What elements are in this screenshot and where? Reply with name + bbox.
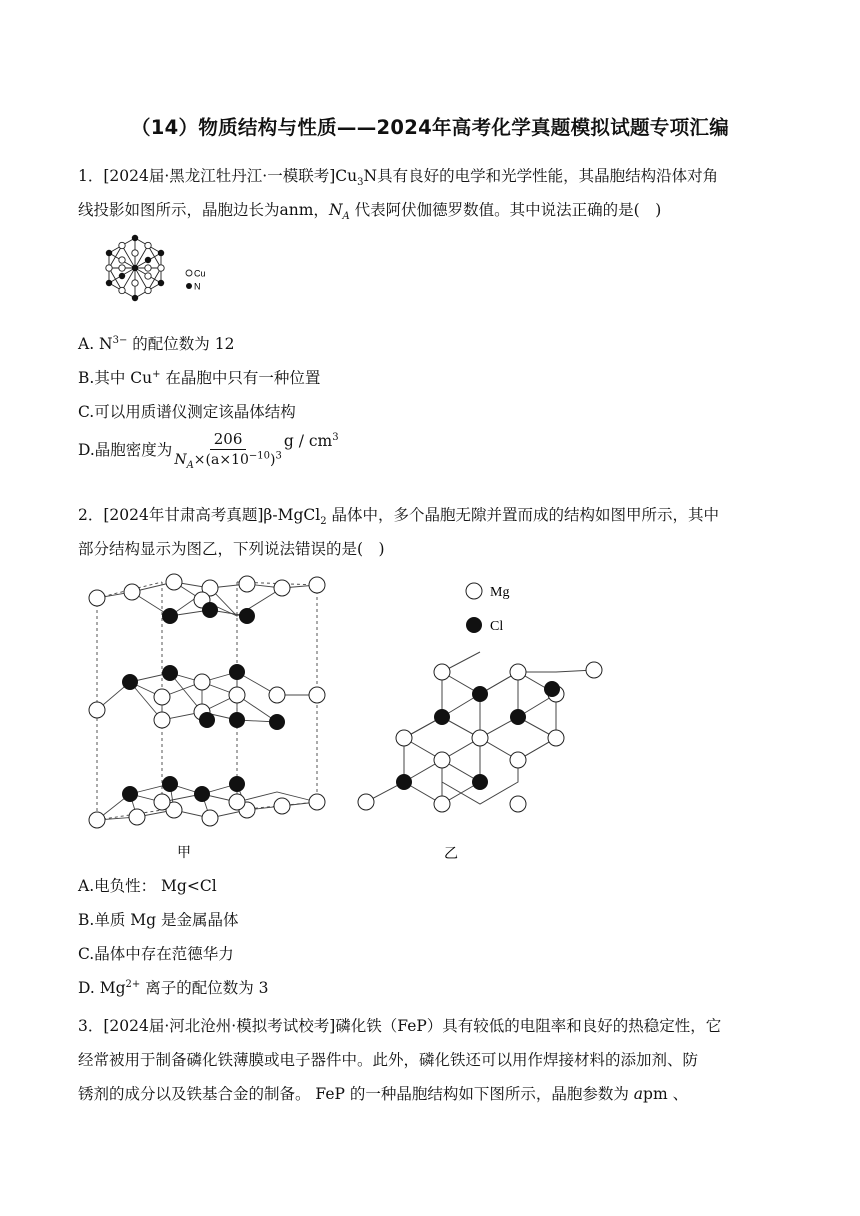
q1-stem-line1: 1．[2024届·黑龙江牡丹江·一模联考]$Cu_3N$具有良好的电学和光学性能，其晶胞结构沿体对角 (78, 167, 719, 189)
q1-legend-cu-label: Cu (194, 268, 206, 279)
q1-option-c[interactable]: C.可以用质谱仪测定该晶体结构 (78, 403, 296, 421)
q1-formula: $Cu_3$ (335, 167, 364, 189)
q3-stem-line2: 经常被用于制备磷化铁薄膜或电子器件中。此外，磷化铁还可以用作焊接材料的添加剂、防 (78, 1051, 699, 1069)
page-title: （14）物质结构与性质——2024年高考化学真题模拟试题专项汇编 (130, 116, 729, 139)
q1-option-d[interactable]: D.晶胞密度为 $\frac{206}{N_A\times(a\times 10^{-10})^3}$ g / $cm^3$ (78, 430, 339, 471)
q2-stem-line1: 2．[2024年甘肃高考真题]β-MgCl$_2$ 晶体中，多个晶胞无隙并置而成的结构如图甲所示，其中 (78, 506, 720, 528)
q3-stem-line3: 锈剂的成分以及铁基合金的制备。 FeP 的一种晶胞结构如下图所示，晶胞参数为 apm 、 (78, 1085, 689, 1103)
q2-legend-mg-label: Mg (490, 585, 510, 600)
q1-option-a[interactable]: A. $N^{3-}$ 的配位数为 12 (78, 334, 235, 353)
q1-legend-n-label: N (194, 281, 201, 292)
q1-density-fraction: $\frac{206}{N_A\times(a\times 10^{-10})^3}$ (174, 430, 282, 471)
q1-source: [2024届·黑龙江牡丹江·一模联考] (103, 167, 336, 185)
q1-na-symbol: $N_A$ (328, 201, 350, 223)
q1-stem-line2: 线投影如图所示，晶胞边长为anm，$N_A$ 代表阿伏伽德罗数值。其中说法正确的是( ) (78, 201, 662, 223)
q1-crystal-figure (90, 232, 230, 322)
q2-caption-jia: 甲 (177, 845, 191, 860)
q2-figure-jia (82, 570, 332, 860)
q2-option-b[interactable]: B.单质 Mg 是金属晶体 (78, 911, 239, 929)
q2-figure-yi (352, 572, 612, 862)
q1-option-b[interactable]: B.其中 Cu+ 在晶胞中只有一种位置 (78, 368, 321, 387)
q3-stem-line1: 3．[2024届·河北沧州·模拟考试校考]磷化铁（FeP）具有较低的电阻率和良好的热稳定性，它 (78, 1017, 722, 1035)
q2-legend-cl-label: Cl (490, 619, 504, 634)
q3-source: [2024届·河北沧州·模拟考试校考] (103, 1017, 336, 1035)
q2-option-d[interactable]: D. $Mg^{2+}$ 离子的配位数为 3 (78, 978, 269, 997)
q2-option-a[interactable]: A.电负性： Mg<Cl (78, 877, 217, 895)
q2-caption-yi: 乙 (444, 846, 458, 862)
q2-stem-line2: 部分结构显示为图乙，下列说法错误的是( ) (78, 540, 385, 558)
q2-source: [2024年甘肃高考真题] (103, 506, 264, 524)
q1-number: 1． (78, 167, 104, 185)
q2-option-c[interactable]: C.晶体中存在范德华力 (78, 945, 234, 963)
